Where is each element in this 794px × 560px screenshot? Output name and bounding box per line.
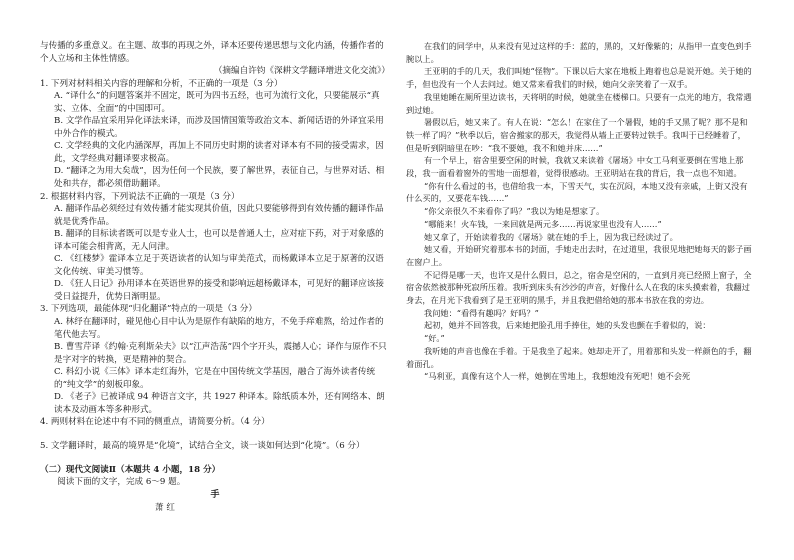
essay-paragraph: 起初，她并不回答我，后来她把脸孔用手捧住，她的头发也颤在手着似的，说： (424, 320, 711, 331)
question-2-option-b: B. 翻译的目标读者既可以是专业人士，也可以是普通人士，应对症下药，对于对象感的译本可能会相背离，无人问津。 (54, 229, 384, 252)
section-instruction: 阅读下面的文字，完成 6～9 题。 (57, 477, 186, 488)
left-column (40, 40, 390, 514)
essay-paragraph: 王亚明的手的几天，我们叫她“怪物”。下课以后大家在地板上跑着也总是说开她。关于她的手，但也没有一个人去问过。她又常来看我们的时候，她向父亲笑着了一双手。 (406, 66, 752, 90)
question-5: 5. 文学翻译时，最高的境界是“化境”，试结合全文，谈一谈如何达到“化境”。（6 分） (40, 440, 365, 451)
question-1: 1. 下列对材料相关内容的理解和分析，不正确的一项是（3 分） (40, 78, 283, 89)
essay-paragraph: 我问她：“看得有趣吗？好吗？” (424, 307, 539, 318)
question-3-option-c: C. 科幻小说《三体》译本走红海外，它是在中国传统文学基因，融合了海外读者传统的“纯文学”的刻板印象。 (54, 367, 376, 390)
question-1-option-a: A. “译什么”的问题答案并不固定，既可为四书五经，也可为流行文化，只要能展示“真实、立体、全面”的中国即可。 (54, 91, 380, 114)
essay-paragraph: 暑假以后，她又来了。有人在说：“怎么！在家住了一个暑假，她的手又黑了呢？那不是和铁一样了吗？”秋季以后，宿舍搬家的那天，我觉得从墙上正要转过铁手。我叫于已经睡着了，但是听到阴暗里在吵：“我不要她，我不和她并床……” (406, 117, 748, 153)
essay-paragraph: 我听她的声音也像在手着。于是我坐了起来。她却走开了，用着那和头发一样颜色的手，翻着面孔。 (406, 345, 752, 369)
passage-continuation: 与传播的多重意义。在主题、故事的再现之外，译本还要传递思想与文化内涵，传播作者的个人立场和主体性情感。 (40, 41, 384, 64)
essay-paragraph: “你有什么看过的书，也借给我一本，下雪天气，实在沉闷，本地又没有亲戚，上街又没有什么买的，又要花车钱……” (406, 180, 748, 204)
section-heading: （二）现代文阅读Ⅱ（本题共 4 小题，18 分） (40, 464, 221, 475)
essay-title: 手 (210, 489, 220, 500)
essay-paragraph: 她又拿了，开始读着我的《屠场》就在她的手上，因为我已经读过了。 (424, 231, 678, 242)
question-3-option-b: B. 曹雪芹译《约翰·克利斯朵夫》以“江声浩荡”四个字开头，震撼人心；译作与原作不只是字对字的转换，更是精神的契合。 (54, 342, 387, 365)
right-column (406, 40, 754, 383)
essay-paragraph: “马利亚，真像有这个人一样，她倒在雪地上，我想她没有死吧！她不会死 (424, 371, 691, 382)
essay-paragraph: 有一个早上，宿舍里要空闲的时候，我就又来读着《屠场》中女工马利亚要倒在雪地上那段，我一面看着窗外的雪地一面想着，觉得很感动。王亚明站在我的背后，我一点也不知道。 (406, 155, 744, 179)
question-3-option-a: A. 林纾在翻译时，碰见他心目中认为是原作有缺陷的地方，不免手痒难熬，给过作者的笔代他去写。 (54, 317, 384, 340)
question-3: 3. 下列选项，最能体现“归化翻译”特点的一项是（3 分） (40, 304, 257, 315)
question-3-option-d: D. 《老子》已被译成 94 种语言文字，共 1927 种译本。除纸质本外，还有网络本、朗读本及动画本等多种形式。 (54, 392, 385, 415)
essay-author: 萧 红 (155, 502, 175, 513)
question-1-option-d: D. “翻译之为用大矣哉”，因为任何一个民族，要了解世界，表征自己，与世界对话、相处和共存，都必须借助翻译。 (54, 166, 385, 190)
question-4: 4. 两则材料在论述中有不同的侧重点，请简要分析。（4 分） (40, 417, 270, 428)
question-1-option-c: C. 文学经典的文化内涵深厚，再加上不同历史时期的读者对译本有不同的接受需求，因此，文学经典对翻译要求极高。 (54, 141, 384, 164)
question-2-option-d: D. 《狂人日记》孙用译本在英语世界的接受和影响远超杨戴译本，可见好的翻译应该接受日益提升，优势日渐明显。 (54, 279, 385, 302)
question-2-option-a: A. 翻译作品必须经过有效传播才能实现其价值，因此只要能够得到有效传播的翻译作品就是优秀作品。 (54, 204, 384, 227)
essay-paragraph: 不记得是哪一天，也许又是什么假日，总之，宿舍是空闲的，一直到月亮已经照上窗子，全宿舍依然被那种死寂所压着。我听到床头有沙沙的声音，好像什么人在我的床头摸索着，我翻过身去，在月光下我看到了是王亚明的黑手，并且我把借给她的那本书放在我的旁边。 (406, 269, 752, 306)
essay-paragraph: 她又看，开始研究着那本书的封面，手她走出去时，在过道里，我很见地把她每天的影子画在窗户上。 (406, 244, 752, 267)
question-1-option-b: B. 文学作品宜采用异化译法来译，而涉及国情国策等政治文本、新闻话语的外译宜采用中外合作的模式。 (54, 116, 384, 139)
question-2-option-c: C. 《红楼梦》霍译本立足于英语读者的认知与审美范式，而杨戴译本立足于原著的汉语文化传统、审美习惯等。 (54, 254, 384, 277)
essay-paragraph: “哪能来！火车钱，一来回就是两元多……再说家里也没有人……” (424, 218, 662, 229)
citation: （摘编自许钧《深耕文学翻译增进文化交流》） (213, 66, 390, 77)
essay-paragraph: 我里她睡在厕所里边读书，天将明的时候，她就坐在楼梯口。只要有一点光的地方，我常遇到过她。 (406, 91, 752, 115)
essay-paragraph: “好。” (424, 333, 445, 344)
question-2: 2. 根据材料内容，下列说法不正确的一项是（3 分） (40, 191, 240, 202)
essay-paragraph: 在我们的同学中，从来没有见过这样的手：蓝的，黑的，又好像紫的；从指甲一直变色到手腕以上。 (406, 41, 752, 64)
essay-paragraph: “你父亲很久不来看你了吗？”我以为她是想家了。 (424, 206, 605, 217)
